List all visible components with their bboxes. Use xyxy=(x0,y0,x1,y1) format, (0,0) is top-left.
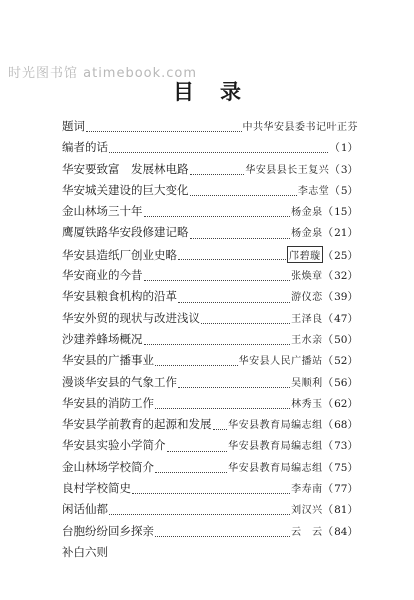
entry-author: 李志堂 xyxy=(297,185,330,197)
entry-page: 77 xyxy=(334,483,348,496)
toc-entry[interactable]: 漫谈华安县的气象工作 吴顺利 （ 56 ） xyxy=(62,374,358,389)
entry-author: 游仪恋 xyxy=(291,292,323,304)
entry-page: 15 xyxy=(334,206,348,219)
leader-dots xyxy=(144,216,291,217)
entry-author: 杨金泉 xyxy=(291,207,323,219)
entry-author: 吴顺利 xyxy=(291,377,323,389)
entry-title: 华安县的广播事业 xyxy=(62,353,154,368)
entry-title: 补白六则 xyxy=(62,544,108,559)
leader-dots xyxy=(178,387,290,388)
entry-title: 鹰厦铁路华安段修建记略 xyxy=(62,225,189,240)
entry-author: 张焕章 xyxy=(291,271,323,283)
toc-entry[interactable]: 良村学校简史 李寿南 （ 77 ） xyxy=(62,481,358,496)
entry-author: 王水亲 xyxy=(291,334,323,346)
toc-entry[interactable] xyxy=(62,544,358,565)
entry-title: 闲话仙都 xyxy=(62,502,108,517)
entry-page: 75 xyxy=(334,461,348,474)
entry-author: 邝碧璇 xyxy=(287,246,323,263)
leader-dots xyxy=(86,131,242,132)
toc-entry[interactable]: 华安县的消防工作 林秀玉 （ 62 ） xyxy=(62,395,358,410)
leader-dots xyxy=(109,514,290,515)
entry-page: 32 xyxy=(334,270,348,283)
table-of-contents xyxy=(62,118,358,565)
entry-page: 81 xyxy=(334,504,348,517)
leader-dots xyxy=(178,259,286,260)
toc-entry[interactable]: 华安要致富 发展林电路 华安县县长王复兴 （ 3 ） xyxy=(62,161,358,176)
toc-entry[interactable] xyxy=(62,118,358,139)
toc-entry[interactable]: 华安县的广播事业 华安县人民广播站 （ 52 ） xyxy=(62,353,358,368)
entry-author: 云 云 xyxy=(291,526,323,538)
entry-title: 华安外贸的现状与改进浅议 xyxy=(62,310,200,325)
leader-dots xyxy=(109,152,328,153)
entry-title: 良村学校简史 xyxy=(62,481,131,496)
entry-page: 73 xyxy=(334,440,348,453)
entry-title: 台胞纷纷回乡探亲 xyxy=(62,523,154,538)
toc-entry[interactable]: 沙建养蜂场概况 王水亲 （ 50 ） xyxy=(62,331,358,346)
entry-title: 华安县学前教育的起源和发展 xyxy=(62,417,212,432)
entry-title: 金山林场学校简介 xyxy=(62,459,154,474)
leader-dots xyxy=(155,536,290,537)
entry-page: 52 xyxy=(334,355,348,368)
toc-entry[interactable]: 编者的话 （ 1 ） xyxy=(62,140,358,155)
entry-title: 华安要致富 发展林电路 xyxy=(62,161,189,176)
entry-title: 金山林场三十年 xyxy=(62,204,143,219)
entry-title: 华安县造纸厂创业史略 xyxy=(62,247,177,262)
toc-entry[interactable]: 闲话仙都 刘汉兴 （ 81 ） xyxy=(62,502,358,517)
leader-dots xyxy=(190,238,291,239)
entry-page: 84 xyxy=(334,525,348,538)
entry-page: 62 xyxy=(334,397,348,410)
entry-title: 华安县粮食机构的沿革 xyxy=(62,289,177,304)
entry-page: 3 xyxy=(340,163,348,176)
leader-dots xyxy=(155,365,238,366)
leader-dots xyxy=(167,451,228,452)
entry-page: 25 xyxy=(334,249,348,262)
entry-title: 华安县实验小学简介 xyxy=(62,438,166,453)
entry-page: 39 xyxy=(334,291,348,304)
toc-entry[interactable]: 台胞纷纷回乡探亲 云 云 （ 84 ） xyxy=(62,523,358,538)
entry-author: 华安县人民广播站 xyxy=(238,356,323,368)
entry-title: 华安商业的今昔 xyxy=(62,268,143,283)
entry-page: 21 xyxy=(334,227,348,240)
entry-author: 华安县教育局编志组 xyxy=(228,420,323,432)
entry-title: 漫谈华安县的气象工作 xyxy=(62,374,177,389)
entry-page: 50 xyxy=(334,333,348,346)
entry-author: 杨金泉 xyxy=(291,228,323,240)
entry-page: 47 xyxy=(334,312,348,325)
toc-entry[interactable]: 金山林场学校简介 华安县教育局编志组 （ 75 ） xyxy=(62,459,358,474)
toc-entry[interactable]: 华安商业的今昔 张焕章 （ 32 ） xyxy=(62,268,358,283)
entry-title: 华安县的消防工作 xyxy=(62,395,154,410)
entry-page: 56 xyxy=(334,376,348,389)
entry-author: 林秀玉 xyxy=(291,398,323,410)
entry-author: 中共华安县委书记叶正芬 xyxy=(242,122,358,133)
entry-title: 沙建养蜂场概况 xyxy=(62,331,143,346)
toc-entry[interactable]: 华安外贸的现状与改进浅议 王泽良 （ 47 ） xyxy=(62,310,358,325)
leader-dots xyxy=(190,195,297,196)
entry-title: 编者的话 xyxy=(62,140,108,155)
toc-entry[interactable]: 华安县粮食机构的沿革 游仪恋 （ 39 ） xyxy=(62,289,358,304)
entry-title: 华安城关建设的巨大变化 xyxy=(62,182,189,197)
entry-author: 华安县教育局编志组 xyxy=(228,462,323,474)
entry-page: 1 xyxy=(340,142,348,155)
leader-dots xyxy=(144,344,291,345)
toc-entry[interactable]: 华安城关建设的巨大变化 李志堂 （ 5 ） xyxy=(62,182,358,197)
leader-dots xyxy=(144,280,291,281)
toc-entry[interactable]: 金山林场三十年 杨金泉 （ 15 ） xyxy=(62,204,358,219)
entry-author: 华安县教育局编志组 xyxy=(228,441,323,453)
entry-author: 李寿南 xyxy=(291,484,323,496)
entry-page: 68 xyxy=(334,419,348,432)
toc-entry[interactable]: 华安县造纸厂创业史略 邝碧璇 （ 25 ） xyxy=(62,247,358,262)
leader-dots xyxy=(155,472,227,473)
entry-author: 刘汉兴 xyxy=(291,505,323,517)
leader-dots xyxy=(213,429,228,430)
page-title: 目录 xyxy=(173,79,267,104)
leader-dots xyxy=(190,174,245,175)
leader-dots xyxy=(201,323,290,324)
leader-dots xyxy=(155,408,290,409)
watermark: 时光图书馆 atimebook.com xyxy=(8,66,198,81)
entry-author: 王泽良 xyxy=(291,313,323,325)
toc-entry[interactable]: 鹰厦铁路华安段修建记略 杨金泉 （ 21 ） xyxy=(62,225,358,240)
entry-page: 5 xyxy=(340,184,348,197)
toc-entry[interactable]: 华安县实验小学简介 华安县教育局编志组 （ 73 ） xyxy=(62,438,358,453)
entry-title: 题词 xyxy=(62,119,85,133)
toc-entry[interactable]: 华安县学前教育的起源和发展 华安县教育局编志组 （ 68 ） xyxy=(62,417,358,432)
leader-dots xyxy=(132,493,290,494)
leader-dots xyxy=(178,302,290,303)
entry-author: 华安县县长王复兴 xyxy=(245,164,330,176)
